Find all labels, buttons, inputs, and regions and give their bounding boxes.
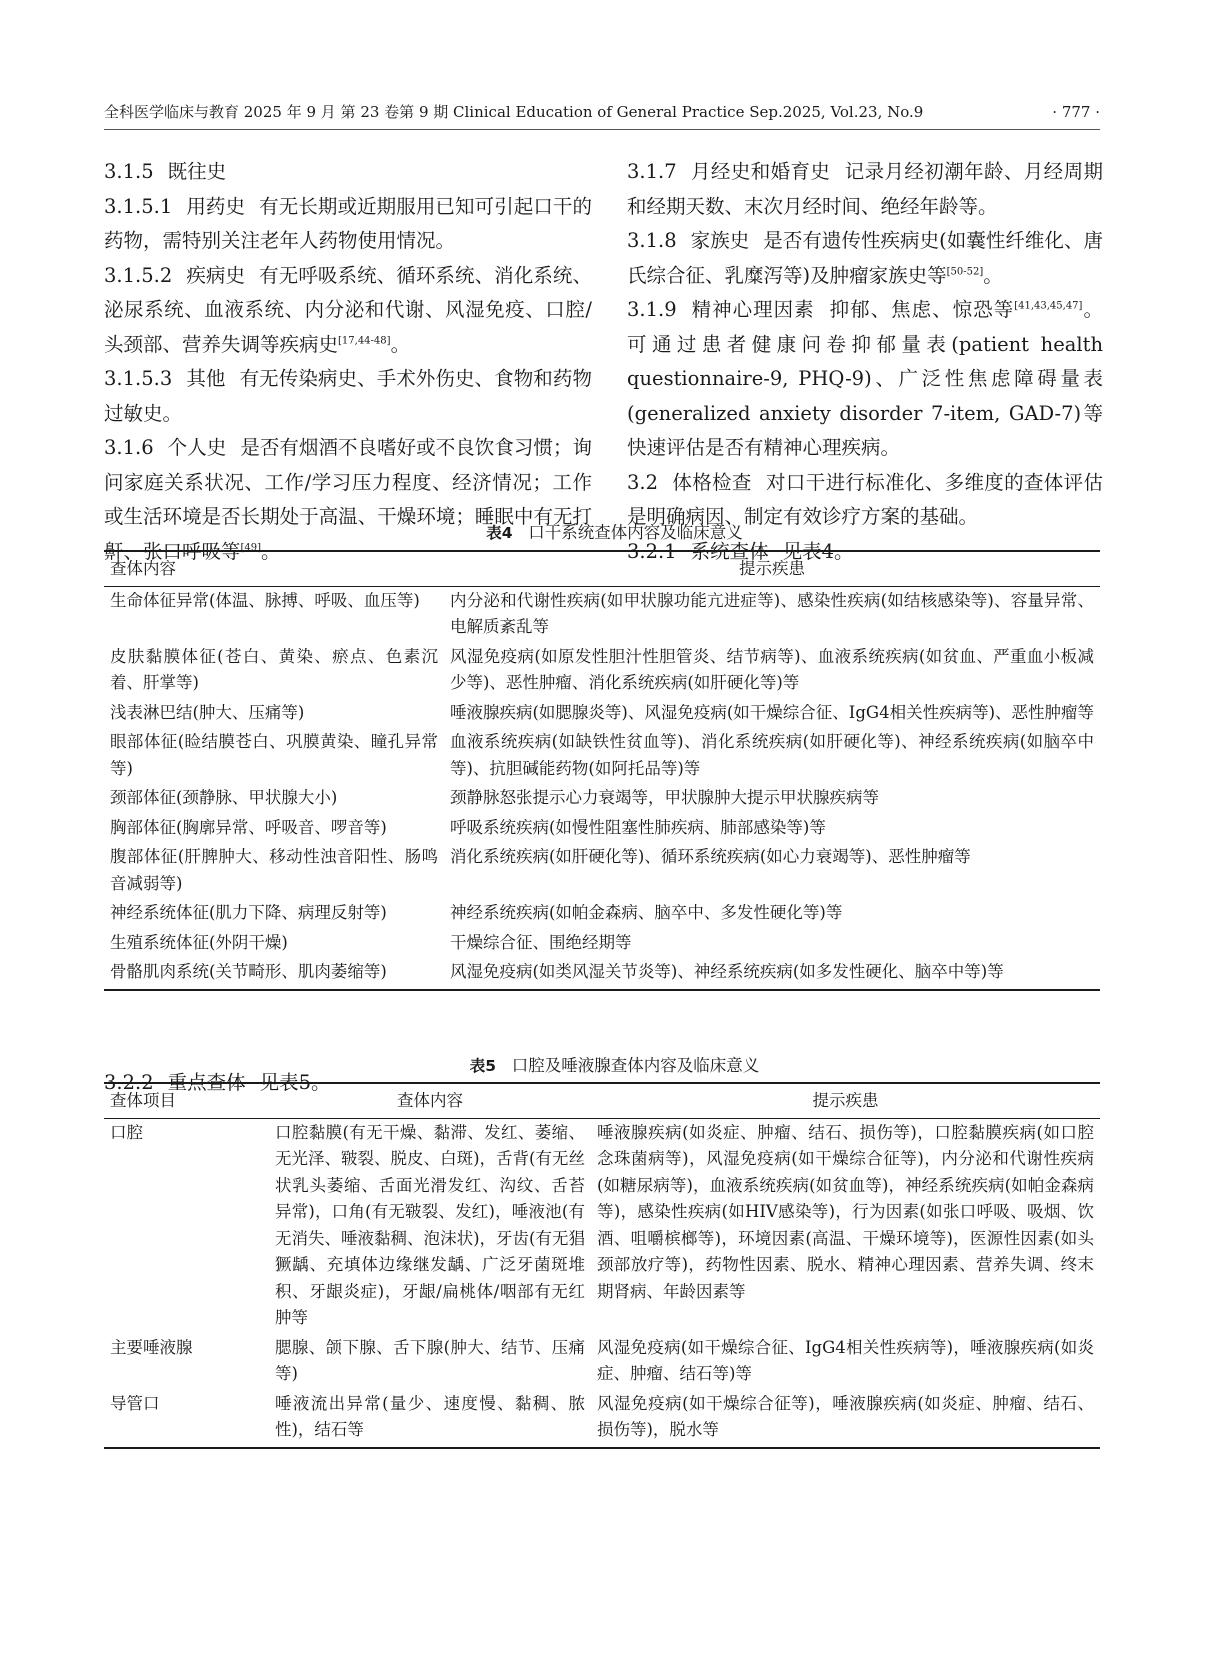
- page-number: · 777 ·: [1052, 103, 1100, 121]
- section-text: 记录月经初潮年龄、月经周期和经期天数、末次月经时间、绝经年龄等。: [627, 160, 1103, 218]
- paragraph: [104, 259, 592, 363]
- table-row: [104, 643, 1100, 699]
- table-row: [104, 728, 1100, 784]
- table-cell: 血液系统疾病(如缺铁性贫血等)、消化系统疾病(如肝硬化等)、神经系统疾病(如脑卒中等)、抗胆碱能药物(如阿托品等)等: [450, 732, 1094, 778]
- table5-header-cell: 查体项目: [104, 1083, 269, 1118]
- section-text-tail: 。: [261, 539, 281, 563]
- table-cell: 风湿免疫病(如原发性胆汁性胆管炎、结节病等)、血液系统疾病(如贫血、严重血小板减少等)、恶性肿瘤、消化系统疾病(如肝硬化等)等: [450, 646, 1094, 692]
- table-cell: 风湿免疫病(如类风湿关节炎等)、神经系统疾病(如多发性硬化、脑卒中等)等: [444, 958, 1100, 990]
- table5-title: 口腔及唾液腺查体内容及临床意义: [511, 1056, 760, 1075]
- table-row: [104, 1334, 1100, 1390]
- table4-header-cell: 查体内容: [104, 551, 444, 586]
- section-title: 家族史: [690, 229, 750, 252]
- table4-header-cell: 提示疾患: [444, 551, 1100, 586]
- table-cell: 生殖系统体征(外阴干燥): [110, 932, 288, 952]
- table-cell: 消化系统疾病(如肝硬化等)、循环系统疾病(如心力衰竭等)、恶性肿瘤等: [450, 847, 971, 866]
- section-title: 体格检查: [672, 470, 752, 494]
- running-header: [104, 99, 1100, 125]
- section-number: 3.1.5: [104, 160, 154, 183]
- table-cell: 颈部体征(颈静脉、甲状腺大小): [110, 788, 338, 807]
- section-title: 既往史: [167, 160, 227, 183]
- section-text: 抑郁、焦虑、惊恐等: [828, 298, 1015, 321]
- table-cell: 颈静脉怒张提示心力衰竭等，甲状腺肿大提示甲状腺疾病等: [450, 788, 879, 807]
- table-cell: 腮腺、颌下腺、舌下腺(肿大、结节、压痛等): [275, 1337, 585, 1383]
- section-number: 3.1.9: [627, 298, 677, 321]
- table-cell: 眼部体征(睑结膜苍白、巩膜黄染、瞳孔异常等): [110, 732, 438, 778]
- table-cell: 内分泌和代谢性疾病(如甲状腺功能亢进症等)、感染性疾病(如结核感染等)、容量异常、电解质紊乱等: [450, 590, 1094, 636]
- table-row: [104, 1118, 1100, 1334]
- table4: [104, 550, 1100, 991]
- paragraph: [627, 224, 1103, 293]
- section-number: 3.1.8: [627, 229, 677, 252]
- section-number: 3.1.5.1: [104, 194, 173, 218]
- table5-header-cell: 查体内容: [269, 1083, 591, 1118]
- citation-ref: [41,43,45,47]: [1014, 300, 1083, 312]
- paragraph: [104, 155, 592, 190]
- table-cell: 风湿免疫病(如干燥综合征等)，唾液腺疾病(如炎症、肿瘤、结石、损伤等)，脱水等: [591, 1390, 1100, 1448]
- section-title: 疾病史: [186, 263, 246, 287]
- section-text-tail: 。: [983, 263, 1003, 287]
- section-text-tail: 。可通过患者健康问卷抑郁量表(patient health questionnaire-9, PHQ-9)、广泛性焦虑障碍量表(generalized anxiety disorder 7-item, GAD-7)等快速评估是否有精神心理疾病。: [627, 298, 1103, 459]
- citation-ref: [17,44-48]: [338, 335, 391, 346]
- header-rule: [104, 129, 1100, 130]
- table-row: [104, 958, 1100, 990]
- section-number: 3.1.5.3: [104, 367, 173, 390]
- table4-caption: [0, 521, 1229, 545]
- table-cell: 风湿免疫病(如干燥综合征、IgG4相关性疾病等)，唾液腺疾病(如炎症、肿瘤、结石等)等: [597, 1337, 1094, 1383]
- section-text: 有无呼吸系统、循环系统、消化系统、泌尿系统、血液系统、内分泌和代谢、风湿免疫、口腔/头颈部、营养失调等疾病史: [104, 263, 592, 356]
- section-text: 是否有遗传性疾病史(如囊性纤维化、唐氏综合征、乳糜泻等)及肿瘤家族史等: [627, 229, 1103, 287]
- table-cell: 胸部体征(胸廓异常、呼吸音、啰音等): [110, 817, 387, 837]
- table-cell: 口腔黏膜(有无干燥、黏滞、发红、萎缩、无光泽、皲裂、脱皮、白斑)，舌背(有无丝状乳头萎缩、舌面光滑发红、沟纹、舌苔异常)，口角(有无皲裂、发红)，唾液池(有无消失、唾液黏稠、泡沫状)，牙齿(有无猖獗龋、充填体边缘继发龋、广泛牙菌斑堆积、牙龈炎症)，牙龈/扁桃体/咽部有无红肿等: [275, 1122, 585, 1327]
- table-cell: 导管口: [104, 1390, 269, 1448]
- section-number: 3.1.5.2: [104, 263, 173, 287]
- table-cell: 神经系统体征(肌力下降、病理反射等): [110, 903, 387, 922]
- paragraph: [104, 190, 592, 259]
- right-column: [627, 155, 1103, 569]
- section-number: 3.2: [627, 470, 659, 494]
- section-text: 见表4。: [782, 539, 854, 563]
- paragraph: [104, 362, 592, 431]
- table-cell: 浅表淋巴结(肿大、压痛等): [110, 702, 305, 722]
- section-title: 系统查体: [690, 539, 769, 563]
- table-cell: 皮肤黏膜体征(苍白、黄染、瘀点、色素沉着、肝掌等): [110, 646, 438, 692]
- table-cell: 骨骼肌肉系统(关节畸形、肌肉萎缩等): [104, 958, 444, 990]
- table-row: [104, 1390, 1100, 1448]
- table5-label: 表5: [469, 1057, 497, 1075]
- table-cell: 口腔: [110, 1122, 143, 1142]
- table5: [104, 1082, 1100, 1449]
- table-row: [104, 586, 1100, 643]
- section-number: 3.1.6: [104, 436, 154, 459]
- left-column: [104, 155, 592, 569]
- section-text-tail: 。: [390, 332, 411, 356]
- table-cell: 腹部体征(肝脾肿大、移动性浊音阳性、肠鸣音减弱等): [110, 847, 438, 893]
- table-row: [104, 699, 1100, 729]
- section-number: 3.2.1: [627, 539, 677, 563]
- section-title: 其他: [186, 367, 226, 390]
- table5-header-row: [104, 1083, 1100, 1118]
- section-text: 有无长期或近期服用已知可引起口干的药物，需特别关注老年人药物使用情况。: [104, 194, 592, 252]
- section-number: 3.1.7: [627, 160, 677, 183]
- section-title: 个人史: [167, 436, 227, 459]
- paragraph: [627, 155, 1103, 224]
- citation-ref: [49]: [240, 542, 262, 553]
- table-cell: 干燥综合征、围绝经期等: [450, 932, 632, 952]
- table4-label: 表4: [486, 524, 513, 542]
- paragraph: [104, 431, 592, 569]
- table-row: [104, 899, 1100, 929]
- table-row: [104, 814, 1100, 844]
- table5-header-cell: 提示疾患: [591, 1083, 1100, 1118]
- table-row: [104, 843, 1100, 899]
- section-title: 精神心理因素: [690, 298, 815, 321]
- table4-title: 口干系统查体内容及临床意义: [528, 523, 743, 542]
- section-text: 有无传染病史、手术外伤史、食物和药物过敏史。: [104, 367, 592, 425]
- section-text: 对口干进行标准化、多维度的查体评估是明确病因、制定有效诊疗方案的基础。: [627, 470, 1103, 528]
- table-cell: 神经系统疾病(如帕金森病、脑卒中、多发性硬化等)等: [450, 903, 843, 922]
- table-cell: 主要唾液腺: [110, 1337, 193, 1357]
- table-cell: 唾液流出异常(量少、速度慢、黏稠、脓性)，结石等: [269, 1390, 591, 1448]
- journal-citation: 全科医学临床与教育 2025 年 9 月 第 23 卷第 9 期 Clinical Education of General Practice Sep.2025, Vol.23, No.9: [104, 103, 924, 121]
- table-cell: 唾液腺疾病(如腮腺炎等)、风湿免疫病(如干燥综合征、IgG4相关性疾病等)、恶性肿瘤等: [450, 702, 1095, 722]
- table4-header-row: [104, 551, 1100, 586]
- citation-ref: [50-52]: [946, 266, 984, 277]
- section-text: 是否有烟酒不良嗜好或不良饮食习惯；询问家庭关系状况、工作/学习压力程度、经济情况；工作或生活环境是否长期处于高温、干燥环境；睡眠中有无打鼾、张口呼吸等: [104, 436, 592, 563]
- table-cell: 唾液腺疾病(如炎症、肿瘤、结石、损伤等)，口腔黏膜疾病(如口腔念珠菌病等)，风湿免疫病(如干燥综合征等)，内分泌和代谢性疾病(如糖尿病等)，血液系统疾病(如贫血等)，神经系统疾病(如帕金森病等)，感染性疾病(如HIV感染等)，行为因素(如张口呼吸、吸烟、饮酒、咀嚼槟榔等)，环境因素(高温、干燥环境等)，医源性因素(如头颈部放疗等)，药物性因素、脱水、精神心理因素、营养失调、终末期肾病、年龄因素等: [597, 1122, 1094, 1301]
- table-cell: 呼吸系统疾病(如慢性阻塞性肺疾病、肺部感染等)等: [450, 817, 826, 837]
- section-title: 用药史: [186, 194, 246, 218]
- section-3-2-2: 3.2.2 重点查体 见表5。: [104, 1071, 331, 1094]
- table-row: [104, 929, 1100, 959]
- table5-caption: [0, 1054, 1229, 1078]
- table-row: [104, 784, 1100, 814]
- table-cell: 生命体征异常(体温、脉搏、呼吸、血压等): [110, 590, 420, 610]
- paragraph: [627, 293, 1103, 466]
- section-title: 月经史和婚育史: [690, 160, 831, 183]
